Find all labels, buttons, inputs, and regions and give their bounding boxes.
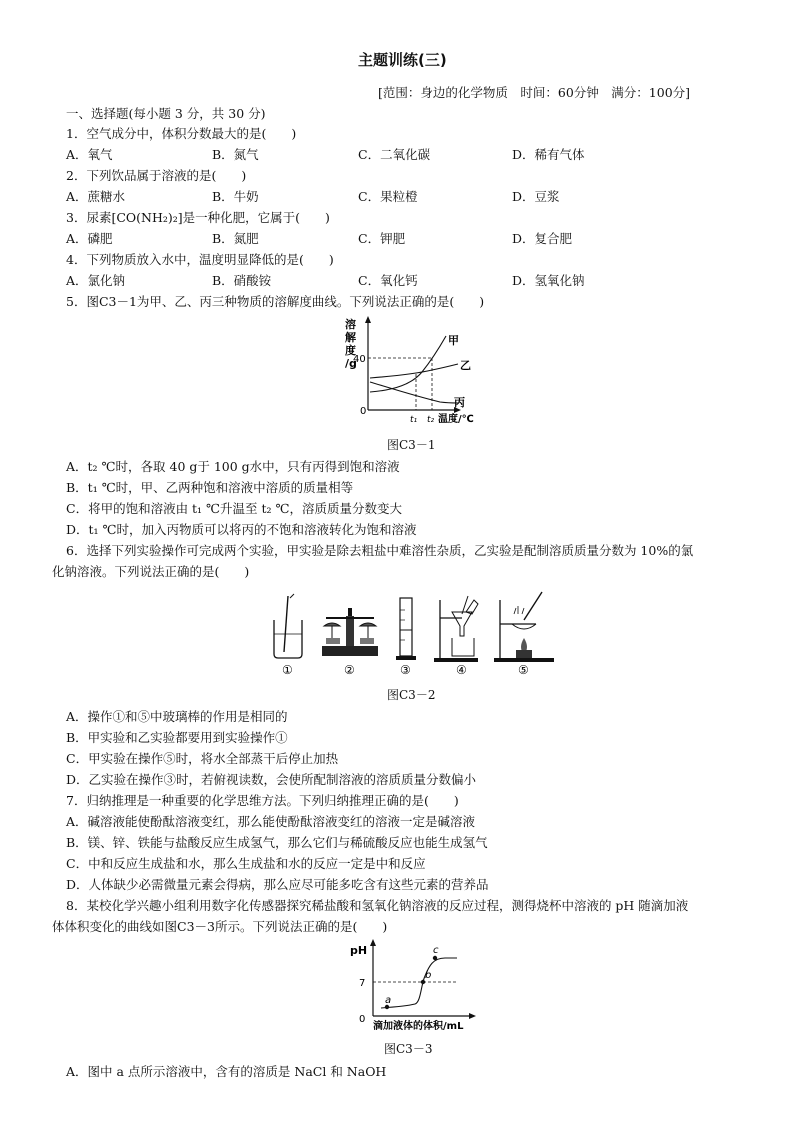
label-a: a xyxy=(385,995,392,1006)
y-label-2: 解 xyxy=(345,331,356,344)
figure-c3-1-caption: 图C3－1 xyxy=(387,438,436,452)
q5-option-c: C．将甲的饱和溶液由 t₁ ℃升温至 t₂ ℃，溶质质量分数变大 xyxy=(66,501,402,516)
q8-option-a: A．图中 a 点所示溶液中，含有的溶质是 NaCl 和 NaOH xyxy=(66,1064,387,1079)
q6-option-d: D．乙实验在操作③时，若俯视读数，会使所配制溶液的溶质质量分数偏小 xyxy=(66,772,477,787)
q1-option-b: B．氮气 xyxy=(212,147,259,162)
q2-option-d: D．豆浆 xyxy=(512,189,560,204)
operation-5-evaporate xyxy=(494,592,554,662)
y-label: pH xyxy=(350,944,368,957)
y-label-4: /g xyxy=(345,357,357,370)
q7-option-d: D．人体缺少必需微量元素会得病，那么应尽可能多吃含有这些元素的营养品 xyxy=(66,877,489,892)
question-2-stem: 2．下列饮品属于溶液的是( ) xyxy=(66,168,247,183)
operation-2-weigh xyxy=(322,608,378,656)
label-op3: ③ xyxy=(400,663,411,677)
q3-option-b: B．氮肥 xyxy=(212,231,259,246)
q7-option-a: A．碱溶液能使酚酞溶液变红，那么能使酚酞溶液变红的溶液一定是碱溶液 xyxy=(66,814,476,829)
q1-option-a: A．氧气 xyxy=(66,147,113,162)
operation-3-measure xyxy=(396,598,416,660)
x-arrow xyxy=(469,1013,476,1019)
label-jia: 甲 xyxy=(448,334,459,347)
question-6-stem-line2: 化钠溶液。下列说法正确的是( ) xyxy=(52,564,250,579)
y-tick-7: 7 xyxy=(359,978,366,989)
question-8-stem-line1: 8．某校化学兴趣小组利用数字化传感器探究稀盐酸和氢氧化钠溶液的反应过程，测得烧杯中溶液的 pH 随滴加液 xyxy=(66,898,689,913)
q1-option-d: D．稀有气体 xyxy=(512,147,585,162)
operation-4-filter xyxy=(434,596,478,662)
label-op4: ④ xyxy=(456,663,467,677)
q3-option-c: C．钾肥 xyxy=(358,231,406,246)
q3-option-d: D．复合肥 xyxy=(512,231,573,246)
section-heading: 一、选择题(每小题 3 分，共 30 分) xyxy=(66,106,266,121)
question-6-stem-line1: 6．选择下列实验操作可完成两个实验，甲实验是除去粗盐中难溶性杂质，乙实验是配制溶质质量分数为 10%的氯 xyxy=(66,543,694,558)
q6-option-c: C．甲实验在操作⑤时，将水全部蒸干后停止加热 xyxy=(66,751,339,766)
y-label-1: 溶 xyxy=(345,318,356,331)
page-title: 主题训练(三) xyxy=(358,51,447,69)
q2-option-c: C．果粒橙 xyxy=(358,189,418,204)
y-label-3: 度 xyxy=(345,344,356,357)
label-op2: ② xyxy=(344,663,355,677)
figure-c3-2-caption: 图C3－2 xyxy=(387,688,436,702)
question-7-stem: 7．归纳推理是一种重要的化学思维方法。下列归纳推理正确的是( ) xyxy=(66,793,459,808)
y-arrow xyxy=(365,316,371,323)
label-t2: t₂ xyxy=(427,415,435,425)
experiment-operations-figure xyxy=(262,590,562,680)
figure-c3-3-caption: 图C3－3 xyxy=(384,1042,433,1056)
curve-jia xyxy=(370,336,446,392)
question-5-stem: 5．图C3－1为甲、乙、丙三种物质的溶解度曲线。下列说法正确的是( ) xyxy=(66,294,485,309)
q6-option-a: A．操作①和⑤中玻璃棒的作用是相同的 xyxy=(66,709,288,724)
label-op5: ⑤ xyxy=(518,663,529,677)
q3-option-a: A．磷肥 xyxy=(66,231,113,246)
q7-option-c: C．中和反应生成盐和水，那么生成盐和水的反应一定是中和反应 xyxy=(66,856,426,871)
q4-option-c: C．氧化钙 xyxy=(358,273,418,288)
question-8-stem-line2: 体体积变化的曲线如图C3－3所示。下列说法正确的是( ) xyxy=(52,919,388,934)
q2-option-b: B．牛奶 xyxy=(212,189,259,204)
q1-option-c: C．二氧化碳 xyxy=(358,147,431,162)
y-arrow xyxy=(370,939,376,946)
question-1-stem: 1．空气成分中，体积分数最大的是( ) xyxy=(66,126,297,141)
q5-option-a: A．t₂ ℃时，各取 40 g于 100 g水中，只有丙得到饱和溶液 xyxy=(66,459,400,474)
label-op1: ① xyxy=(282,663,293,677)
origin-label: 0 xyxy=(359,1014,366,1025)
x-label: 滴加液体的体积/mL xyxy=(373,1021,464,1032)
question-3-stem: 3．尿素[CO(NH₂)₂]是一种化肥，它属于( ) xyxy=(66,210,330,225)
label-t1: t₁ xyxy=(410,415,418,425)
q4-option-d: D．氢氧化钠 xyxy=(512,273,585,288)
label-yi: 乙 xyxy=(460,359,471,372)
y-tick-40: 40 xyxy=(353,354,366,365)
ph-curve xyxy=(381,958,457,1008)
point-c xyxy=(433,956,437,960)
q4-option-b: B．硝酸铵 xyxy=(212,273,272,288)
operation-1-dissolve xyxy=(274,594,302,658)
q5-option-d: D．t₁ ℃时，加入丙物质可以将丙的不饱和溶液转化为饱和溶液 xyxy=(66,522,417,537)
label-bing: 丙 xyxy=(454,396,465,409)
x-label: 温度/℃ xyxy=(438,414,474,425)
q4-option-a: A．氯化钠 xyxy=(66,273,126,288)
origin-label: 0 xyxy=(360,406,367,417)
curve-yi xyxy=(370,364,458,378)
question-4-stem: 4．下列物质放入水中，温度明显降低的是( ) xyxy=(66,252,334,267)
ph-curve-figure xyxy=(345,936,485,1032)
exam-scope: [范围：身边的化学物质 时间：60分钟 满分：100分] xyxy=(378,85,691,100)
label-b: b xyxy=(425,970,432,981)
q2-option-a: A．蔗糖水 xyxy=(66,189,126,204)
curve-bing xyxy=(370,382,458,403)
solubility-curve-figure xyxy=(340,314,480,430)
q5-option-b: B．t₁ ℃时，甲、乙两种饱和溶液中溶质的质量相等 xyxy=(66,480,354,495)
q7-option-b: B．镁、锌、铁能与盐酸反应生成氢气，那么它们与稀硫酸反应也能生成氢气 xyxy=(66,835,488,850)
label-c: c xyxy=(433,945,439,956)
q6-option-b: B．甲实验和乙实验都要用到实验操作① xyxy=(66,730,288,745)
